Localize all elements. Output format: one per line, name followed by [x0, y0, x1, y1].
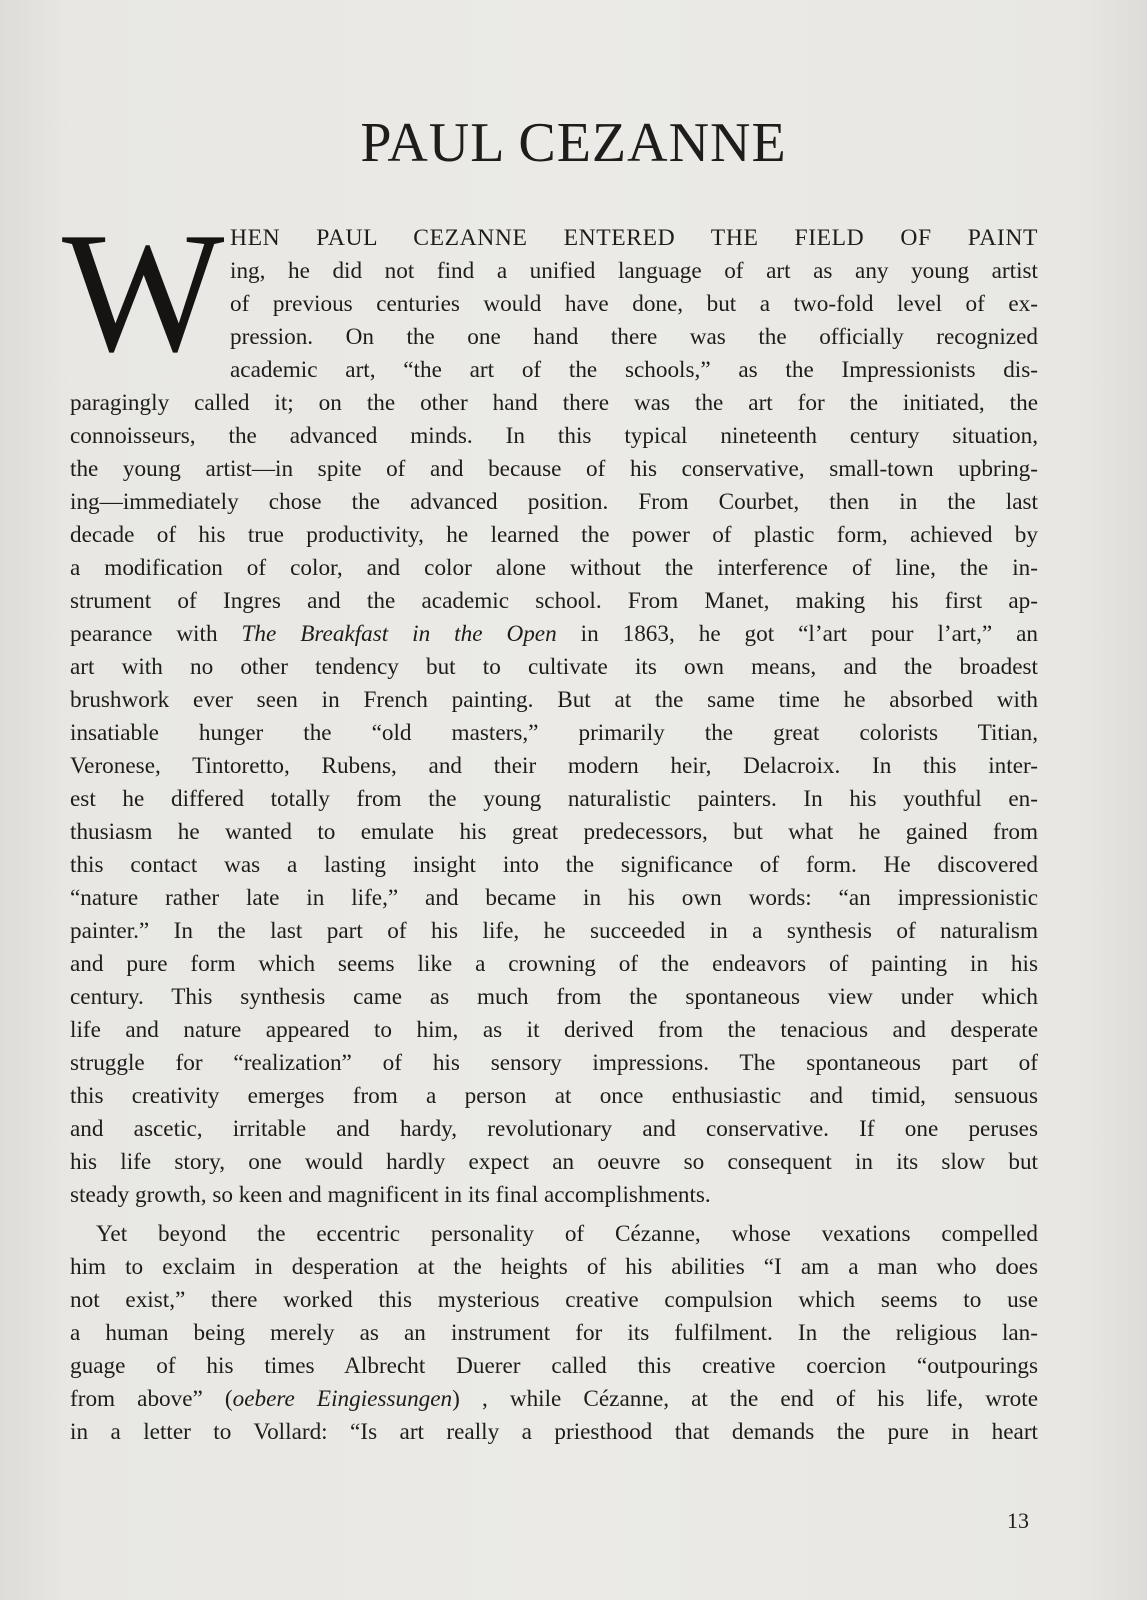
text-line: not exist,” there worked this mysterious creative compulsion which seems to use: [70, 1287, 1038, 1313]
text-line: academic art, “the art of the schools,” as the Impressionists dis-: [230, 357, 1038, 383]
text-line: paragingly called it; on the other hand there was the art for the initiated, the: [70, 390, 1038, 416]
text-line: century. This synthesis came as much from the spontaneous view under which: [70, 984, 1038, 1010]
text-line: and pure form which seems like a crowning of the endeavors of painting in his: [70, 951, 1038, 977]
text-line: a modification of color, and color alone without the interference of line, the in-: [70, 555, 1038, 581]
text-line: art with no other tendency but to cultivate its own means, and the broadest: [70, 654, 1038, 680]
text-line: est he differed totally from the young naturalistic painters. In his youthful en-: [70, 786, 1038, 812]
text-line: this contact was a lasting insight into the significance of form. He discovered: [70, 852, 1038, 878]
quotation-italic: oebere Eingiessungen: [232, 1386, 453, 1412]
text-line: brushwork ever seen in French painting. But at the same time he absorbed with: [70, 687, 1038, 713]
text-line: Yet beyond the eccentric personality of Cézanne, whose vexations compelled: [96, 1221, 1038, 1247]
text-line: a human being merely as an instrument for its fulfilment. In the religious lan-: [70, 1320, 1038, 1346]
text-line: the young artist—in spite of and because of his conservative, small-town upbring-: [70, 456, 1038, 482]
text-line: steady growth, so keen and magnificent in its final accomplishments.: [70, 1182, 711, 1208]
text-line: life and nature appeared to him, as it derived from the tenacious and desperate: [70, 1017, 1038, 1043]
text-segment: ) , while Cézanne, at the end of his life, wrote: [452, 1386, 1038, 1412]
text-line: decade of his true productivity, he learned the power of plastic form, achieved by: [70, 522, 1038, 548]
text-line: connoisseurs, the advanced minds. In this typical nineteenth century situation,: [70, 423, 1038, 449]
text-line: struggle for “realization” of his sensory impressions. The spontaneous part of: [70, 1050, 1038, 1076]
text-segment: pearance with: [70, 621, 242, 647]
text-line: in a letter to Vollard: “Is art really a priesthood that demands the pure in heart: [70, 1419, 1038, 1445]
text-line: [70, 618, 1038, 651]
text-line: insatiable hunger the “old masters,” primarily the great colorists Titian,: [70, 720, 1038, 746]
text-line: thusiasm he wanted to emulate his great predecessors, but what he gained from: [70, 819, 1038, 845]
text-line: pression. On the one hand there was the officially recognized: [230, 324, 1038, 350]
text-line: and ascetic, irritable and hardy, revolutionary and conservative. If one peruses: [70, 1116, 1038, 1142]
text-line: him to exclaim in desperation at the heights of his abilities “I am a man who does: [70, 1254, 1038, 1280]
text-segment: in 1863, he got “l’art pour l’art,” an: [556, 621, 1038, 647]
text-line: “nature rather late in life,” and became in his own words: “an impressionistic: [70, 885, 1038, 911]
text-line: this creativity emerges from a person at once enthusiastic and timid, sensuous: [70, 1083, 1038, 1109]
text-line: of previous centuries would have done, but a two-fold level of ex-: [230, 291, 1038, 317]
text-line: his life story, one would hardly expect an oeuvre so consequent in its slow but: [70, 1149, 1038, 1175]
text-line: HEN PAUL CEZANNE ENTERED THE FIELD OF PAINT: [230, 225, 1038, 251]
text-line: guage of his times Albrecht Duerer called this creative coercion “outpourings: [70, 1353, 1038, 1379]
text-line: strument of Ingres and the academic school. From Manet, making his first ap-: [70, 588, 1038, 614]
text-line: ing, he did not find a unified language of art as any young artist: [230, 258, 1038, 284]
text-segment: from above” (: [70, 1386, 233, 1412]
text-line: Veronese, Tintoretto, Rubens, and their modern heir, Delacroix. In this inter-: [70, 753, 1038, 779]
text-line: [70, 1383, 1038, 1416]
text-line: painter.” In the last part of his life, he succeeded in a synthesis of naturalism: [70, 918, 1038, 944]
drop-cap: W: [62, 198, 225, 388]
text-line: ing—immediately chose the advanced position. From Courbet, then in the last: [70, 489, 1038, 515]
page-number: 13: [1007, 1508, 1029, 1533]
artwork-title-italic: The Breakfast in the Open: [241, 621, 557, 647]
page-title: PAUL CEZANNE: [360, 112, 787, 174]
